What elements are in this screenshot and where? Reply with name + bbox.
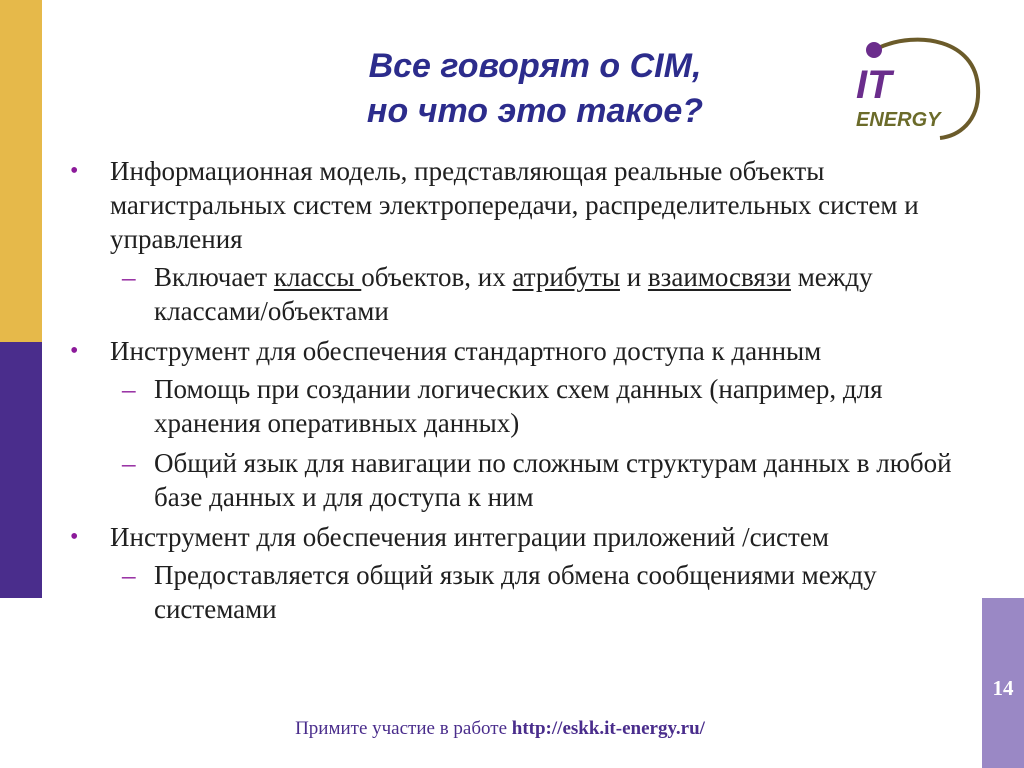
bullet-item <box>64 520 954 554</box>
bullet-text: Инструмент для обеспечения стандартного доступа к данным <box>110 336 822 366</box>
bullet-marker: • <box>70 338 79 364</box>
sub-bullet-text: объектов, их <box>361 262 513 292</box>
slide-title <box>300 44 770 134</box>
sub-bullet-text: между классами/объектами <box>154 262 873 326</box>
sub-bullet-text: Общий язык для навигации по сложным структурам данных в любой базе данных и для доступа к ним <box>154 448 952 512</box>
bullet-marker: • <box>70 158 79 184</box>
sub-bullet-text: и <box>619 262 648 292</box>
sub-bullet-text: Включает <box>154 262 274 292</box>
link-relationships[interactable]: взаимосвязи <box>647 262 791 292</box>
sub-bullet-item <box>64 446 954 514</box>
it-energy-logo <box>848 30 988 140</box>
footer <box>200 718 800 740</box>
left-accent-bar-purple <box>0 342 42 598</box>
footer-text: Примите участие в работе <box>295 718 512 739</box>
bullet-marker: • <box>70 524 79 550</box>
dash-marker: – <box>122 374 136 404</box>
sub-bullet-item <box>64 260 954 328</box>
bullet-item <box>64 334 954 368</box>
slide-content <box>64 154 954 632</box>
sub-bullet-text: Предоставляется общий язык для обмена сообщениями между системами <box>154 560 877 624</box>
link-attributes[interactable]: атрибуты <box>512 262 620 292</box>
logo-text-it: IT <box>856 63 892 107</box>
dash-marker: – <box>122 560 136 590</box>
link-classes[interactable]: классы <box>273 262 362 292</box>
dash-marker: – <box>122 262 136 292</box>
title-line-2: но что это такое? <box>366 92 704 130</box>
dash-marker: – <box>122 448 136 478</box>
sub-bullet-item <box>64 558 954 626</box>
footer-url-link[interactable]: http://eskk.it-energy.ru/ <box>511 718 705 739</box>
logo-graphic <box>848 30 988 140</box>
sub-bullet-item <box>64 372 954 440</box>
page-number: 14 <box>992 676 1014 700</box>
bullet-item <box>64 154 954 256</box>
logo-text-energy: ENERGY <box>856 109 941 131</box>
left-accent-bar-gold <box>0 0 42 342</box>
logo-dot-icon <box>866 42 882 58</box>
bullet-text: Информационная модель, представляющая реальные объекты магистральных систем электропередачи, распределительных систем и управления <box>110 156 919 254</box>
title-line-1: Все говорят о CIM, <box>368 47 702 85</box>
sub-bullet-text: Помощь при создании логических схем данных (например, для хранения оперативных данных) <box>154 374 883 438</box>
bullet-text: Инструмент для обеспечения интеграции приложений /систем <box>110 522 829 552</box>
